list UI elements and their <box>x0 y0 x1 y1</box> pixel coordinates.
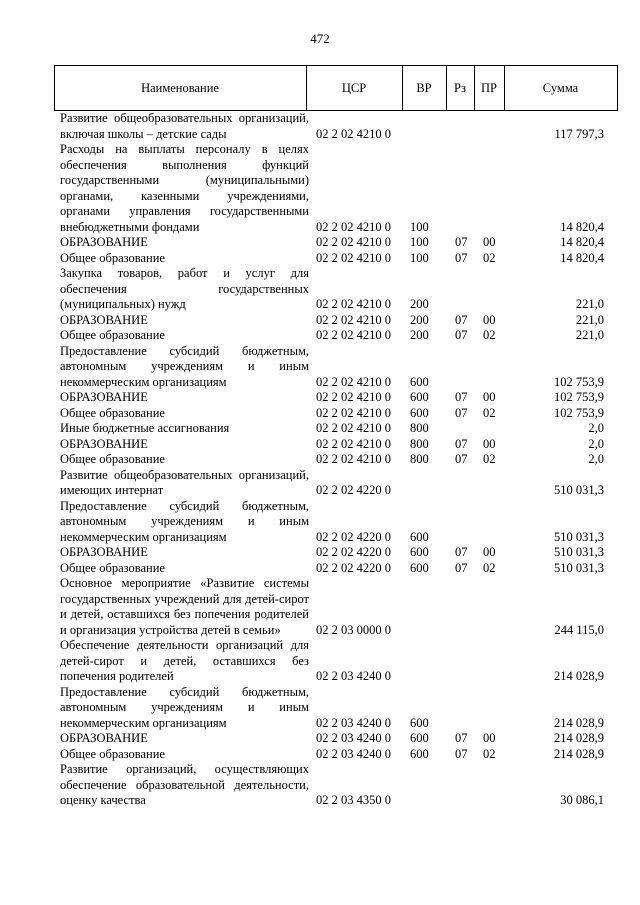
table-body <box>54 111 618 809</box>
row-csr: 02 2 02 4220 0 <box>316 483 391 497</box>
row-sum: 14 820,4 <box>560 219 604 234</box>
row-sum: 14 820,4 <box>560 250 604 265</box>
table-row <box>54 452 618 468</box>
row-name: ОБРАЗОВАНИЕ <box>60 312 148 327</box>
row-sum: 102 753,9 <box>554 405 604 420</box>
table-row <box>54 561 618 577</box>
row-csr: 02 2 02 4210 0 <box>316 250 391 265</box>
row-sum: 221,0 <box>575 328 604 342</box>
table-row <box>54 762 618 809</box>
row-sum: 214 028,9 <box>554 669 604 683</box>
row-pr: 02 <box>483 560 496 575</box>
row-csr: 02 2 03 4240 0 <box>316 715 391 730</box>
row-name: ОБРАЗОВАНИЕ <box>60 545 148 559</box>
row-rz: 07 <box>455 250 468 265</box>
table-header <box>54 65 618 111</box>
row-sum: 221,0 <box>575 312 604 327</box>
row-csr: 02 2 02 4210 0 <box>316 421 391 435</box>
table-row <box>54 747 618 763</box>
row-name: Обеспечение деятельности организаций для детей-сирот и детей, оставшихся без попечения родителей <box>60 638 309 683</box>
row-pr: 00 <box>483 312 496 327</box>
row-sum: 14 820,4 <box>560 235 604 249</box>
row-csr: 02 2 02 4210 0 <box>316 405 391 420</box>
row-name: Расходы на выплаты персоналу в целях обеспечения выполнения функций государственными (муниципальными) органами, казенными учреждениями, органами управления государственными внебюджетными фондами <box>60 142 309 234</box>
table-row <box>54 390 618 406</box>
row-rz: 07 <box>455 328 468 342</box>
row-rz: 07 <box>455 746 468 761</box>
table-row <box>54 545 618 561</box>
row-csr: 02 2 02 4210 0 <box>316 374 391 389</box>
table-row <box>54 576 618 638</box>
row-vr: 200 <box>410 312 429 327</box>
table-row <box>54 638 618 685</box>
row-vr: 600 <box>410 731 429 745</box>
row-vr: 100 <box>410 250 429 265</box>
row-vr: 600 <box>410 545 429 559</box>
row-vr: 600 <box>410 374 429 389</box>
row-vr: 600 <box>410 390 429 404</box>
row-rz: 07 <box>455 436 468 451</box>
row-name: Общее образование <box>60 328 165 342</box>
row-csr: 02 2 02 4210 0 <box>316 452 391 466</box>
table-row <box>54 251 618 267</box>
table-row <box>54 313 618 329</box>
row-vr: 800 <box>410 436 429 451</box>
row-vr: 600 <box>410 715 429 730</box>
row-sum: 510 031,3 <box>554 483 604 497</box>
row-csr: 02 2 02 4210 0 <box>316 219 391 234</box>
row-name: Закупка товаров, работ и услуг для обеспечения государственных (муниципальных) нужд <box>60 266 309 311</box>
row-csr: 02 2 02 4210 0 <box>316 312 391 327</box>
row-sum: 2,0 <box>588 436 604 451</box>
row-name: Предоставление субсидий бюджетным, автономным учреждениям и иным некоммерческим организациям <box>60 343 309 389</box>
header-pr: ПР <box>481 81 497 95</box>
row-vr: 600 <box>410 529 429 544</box>
row-csr: 02 2 03 4240 0 <box>316 746 391 761</box>
row-sum: 117 797,3 <box>554 126 604 141</box>
row-csr: 02 2 02 4210 0 <box>316 235 391 249</box>
row-csr: 02 2 03 4240 0 <box>316 731 391 745</box>
row-csr: 02 2 03 4350 0 <box>316 793 391 807</box>
row-pr: 02 <box>483 250 496 265</box>
row-sum: 30 086,1 <box>560 793 604 807</box>
row-pr: 02 <box>483 452 496 466</box>
row-name: Предоставление субсидий бюджетным, автономным учреждениям и иным некоммерческим организациям <box>60 498 309 544</box>
row-name: Предоставление субсидий бюджетным, автономным учреждениям и иным некоммерческим организациям <box>60 684 309 730</box>
header-vr: ВР <box>416 81 432 95</box>
row-vr: 600 <box>410 746 429 761</box>
row-vr: 800 <box>410 452 429 466</box>
row-vr: 800 <box>410 421 429 435</box>
row-sum: 214 028,9 <box>554 746 604 761</box>
row-sum: 102 753,9 <box>554 374 604 389</box>
row-csr: 02 2 02 4220 0 <box>316 545 391 559</box>
row-sum: 214 028,9 <box>554 715 604 730</box>
row-pr: 02 <box>483 746 496 761</box>
row-csr: 02 2 02 4210 0 <box>316 436 391 451</box>
row-pr: 00 <box>483 545 496 559</box>
table-row <box>54 731 618 747</box>
row-name: Общее образование <box>60 405 165 420</box>
row-pr: 02 <box>483 328 496 342</box>
table-row <box>54 406 618 422</box>
row-csr: 02 2 02 4210 0 <box>316 297 391 311</box>
row-rz: 07 <box>455 405 468 420</box>
row-sum: 221,0 <box>575 297 604 311</box>
row-sum: 214 028,9 <box>554 731 604 745</box>
header-rz: Рз <box>454 81 466 95</box>
table-row <box>54 468 618 499</box>
row-name: Развитие общеобразовательных организаций, имеющих интернат <box>60 467 309 497</box>
row-name: ОБРАЗОВАНИЕ <box>60 731 148 745</box>
row-rz: 07 <box>455 731 468 745</box>
table-row <box>54 437 618 453</box>
table-row <box>54 111 618 142</box>
header-sum: Сумма <box>542 81 579 95</box>
row-sum: 2,0 <box>588 452 604 466</box>
row-rz: 07 <box>455 235 468 249</box>
row-vr: 100 <box>410 219 429 234</box>
row-name: ОБРАЗОВАНИЕ <box>60 436 148 451</box>
row-vr: 200 <box>410 328 429 342</box>
header-name: Наименование <box>141 81 219 95</box>
row-sum: 244 115,0 <box>554 622 604 637</box>
row-name: Основное мероприятие «Развитие системы государственных учреждений для детей-сирот и детей, оставшихся без попечения родителей и организация устройства детей в семьи» <box>60 576 309 637</box>
row-name: Развитие организаций, осуществляющих обеспечение образовательной деятельности, оценку качества <box>60 762 309 807</box>
row-pr: 00 <box>483 731 496 745</box>
table-row <box>54 421 618 437</box>
row-csr: 02 2 02 4210 0 <box>316 390 391 404</box>
table-row <box>54 685 618 732</box>
row-csr: 02 2 02 4220 0 <box>316 529 391 544</box>
row-name: Общее образование <box>60 452 165 466</box>
row-rz: 07 <box>455 545 468 559</box>
row-csr: 02 2 02 4210 0 <box>316 328 391 342</box>
row-rz: 07 <box>455 312 468 327</box>
table-row <box>54 142 618 235</box>
row-rz: 07 <box>455 560 468 575</box>
row-vr: 600 <box>410 405 429 420</box>
budget-table <box>54 65 618 809</box>
row-name: Развитие общеобразовательных организаций, включая школы – детские сады <box>60 111 309 141</box>
row-name: Общее образование <box>60 746 165 761</box>
row-vr: 600 <box>410 560 429 575</box>
row-csr: 02 2 03 0000 0 <box>316 622 391 637</box>
row-csr: 02 2 03 4240 0 <box>316 669 391 683</box>
row-pr: 00 <box>483 235 496 249</box>
row-pr: 02 <box>483 405 496 420</box>
row-csr: 02 2 02 4210 0 <box>316 126 391 141</box>
row-pr: 00 <box>483 436 496 451</box>
table-row <box>54 235 618 251</box>
row-name: ОБРАЗОВАНИЕ <box>60 235 148 249</box>
row-sum: 510 031,3 <box>554 529 604 544</box>
header-csr: ЦСР <box>341 81 367 95</box>
row-name: ОБРАЗОВАНИЕ <box>60 390 148 404</box>
row-name: Иные бюджетные ассигнования <box>60 421 230 435</box>
row-vr: 200 <box>410 297 429 311</box>
row-vr: 100 <box>410 235 429 249</box>
table-row <box>54 328 618 344</box>
row-rz: 07 <box>455 390 468 404</box>
row-sum: 510 031,3 <box>554 545 604 559</box>
page-number: 472 <box>310 31 330 46</box>
row-pr: 00 <box>483 390 496 404</box>
row-name: Общее образование <box>60 560 165 575</box>
table-row <box>54 266 618 313</box>
row-rz: 07 <box>455 452 468 466</box>
row-csr: 02 2 02 4220 0 <box>316 560 391 575</box>
row-name: Общее образование <box>60 250 165 265</box>
row-sum: 2,0 <box>588 421 604 435</box>
row-sum: 510 031,3 <box>554 560 604 575</box>
table-row <box>54 499 618 546</box>
table-row <box>54 344 618 391</box>
row-sum: 102 753,9 <box>554 390 604 404</box>
